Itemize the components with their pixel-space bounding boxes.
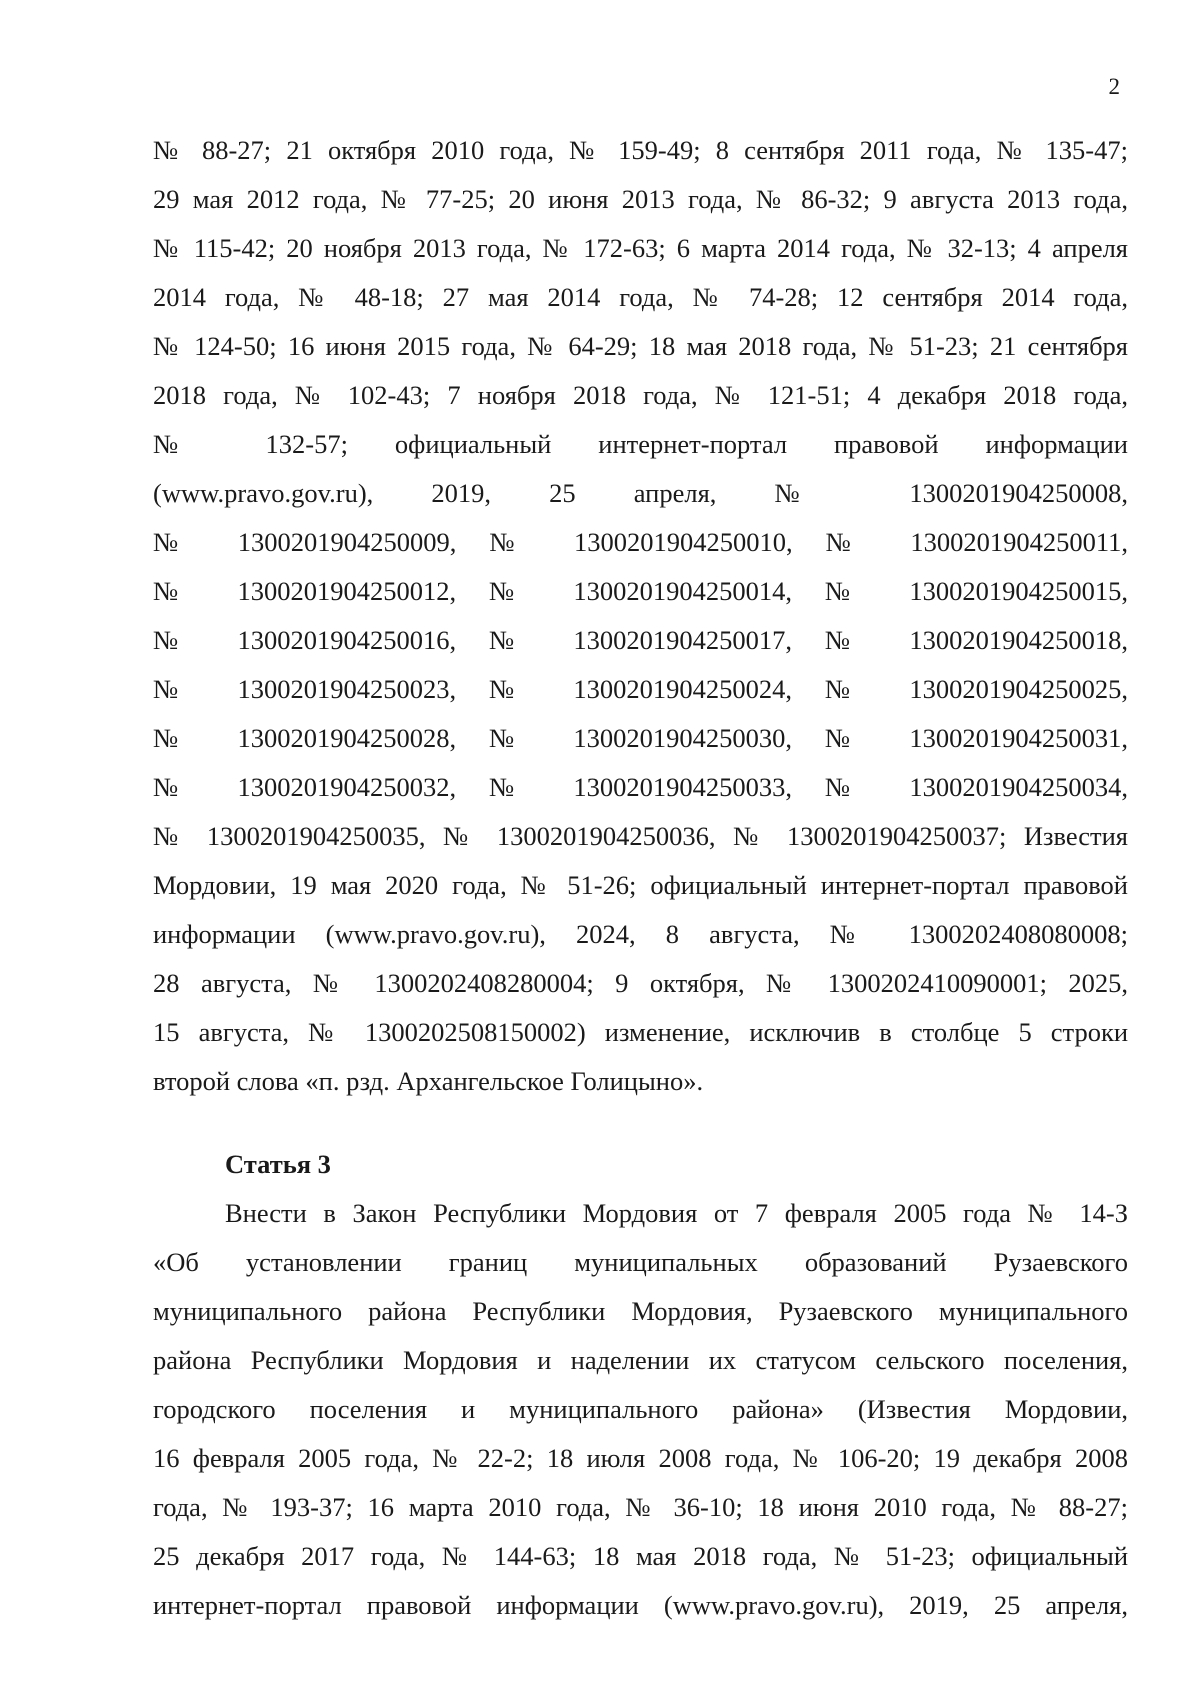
text-line: № 115-42; 20 ноября 2013 года, № 172-63; 6 марта 2014 года, № 32-13; 4 апреля: [153, 233, 1128, 263]
text-line: № 1300201904250023, № 1300201904250024, № 1300201904250025,: [153, 674, 1128, 704]
text-line: № 124-50; 16 июня 2015 года, № 64-29; 18 мая 2018 года, № 51-23; 21 сентября: [153, 331, 1128, 361]
paragraph-spacer: [153, 1106, 1128, 1140]
text-line: 28 августа, № 1300202408280004; 9 октября, № 1300202410090001; 2025,: [153, 968, 1128, 998]
paragraph-amendments-list: [153, 126, 1128, 1106]
text-line: «Об установлении границ муниципальных образований Рузаевского: [153, 1247, 1128, 1277]
paragraph-article-3: [153, 1189, 1128, 1630]
text-line: городского поселения и муниципального района» (Известия Мордовии,: [153, 1394, 1128, 1424]
text-line: 2014 года, № 48-18; 27 мая 2014 года, № 74-28; 12 сентября 2014 года,: [153, 282, 1128, 312]
text-line: № 1300201904250032, № 1300201904250033, № 1300201904250034,: [153, 772, 1128, 802]
text-line: информации (www.pravo.gov.ru), 2024, 8 августа, № 1300202408080008;: [153, 919, 1128, 949]
text-line: второй слова «п. рзд. Архангельское Голицыно».: [153, 1066, 704, 1096]
text-line: № 1300201904250009, № 1300201904250010, № 1300201904250011,: [153, 527, 1128, 557]
text-line: 25 декабря 2017 года, № 144-63; 18 мая 2018 года, № 51-23; официальный: [153, 1541, 1128, 1571]
text-line: № 132-57; официальный интернет-портал правовой информации: [153, 429, 1128, 459]
text-line: № 88-27; 21 октября 2010 года, № 159-49; 8 сентября 2011 года, № 135-47;: [153, 135, 1128, 165]
text-line: Внести в Закон Республики Мордовия от 7 февраля 2005 года № 14-З: [225, 1198, 1128, 1228]
text-line: 29 мая 2012 года, № 77-25; 20 июня 2013 года, № 86-32; 9 августа 2013 года,: [153, 184, 1128, 214]
document-body: [153, 126, 1128, 1630]
article-heading: Статья 3: [225, 1149, 331, 1179]
text-line: 2018 года, № 102-43; 7 ноября 2018 года, № 121-51; 4 декабря 2018 года,: [153, 380, 1128, 410]
text-line: 15 августа, № 1300202508150002) изменение, исключив в столбце 5 строки: [153, 1017, 1128, 1047]
text-line: района Республики Мордовия и наделении их статусом сельского поселения,: [153, 1345, 1128, 1375]
text-line: муниципального района Республики Мордовия, Рузаевского муниципального: [153, 1296, 1128, 1326]
text-line: № 1300201904250016, № 1300201904250017, № 1300201904250018,: [153, 625, 1128, 655]
text-line: № 1300201904250035, № 1300201904250036, № 1300201904250037; Известия: [153, 821, 1128, 851]
text-line: № 1300201904250028, № 1300201904250030, № 1300201904250031,: [153, 723, 1128, 753]
text-line: (www.pravo.gov.ru), 2019, 25 апреля, № 1300201904250008,: [153, 478, 1128, 508]
text-line: 16 февраля 2005 года, № 22-2; 18 июля 2008 года, № 106-20; 19 декабря 2008: [153, 1443, 1128, 1473]
text-line: Мордовии, 19 мая 2020 года, № 51-26; официальный интернет-портал правовой: [153, 870, 1128, 900]
page-number: 2: [1108, 74, 1120, 99]
text-line: года, № 193-37; 16 марта 2010 года, № 36-10; 18 июня 2010 года, № 88-27;: [153, 1492, 1128, 1522]
text-line: интернет-портал правовой информации (www.pravo.gov.ru), 2019, 25 апреля,: [153, 1590, 1128, 1620]
text-line: № 1300201904250012, № 1300201904250014, № 1300201904250015,: [153, 576, 1128, 606]
